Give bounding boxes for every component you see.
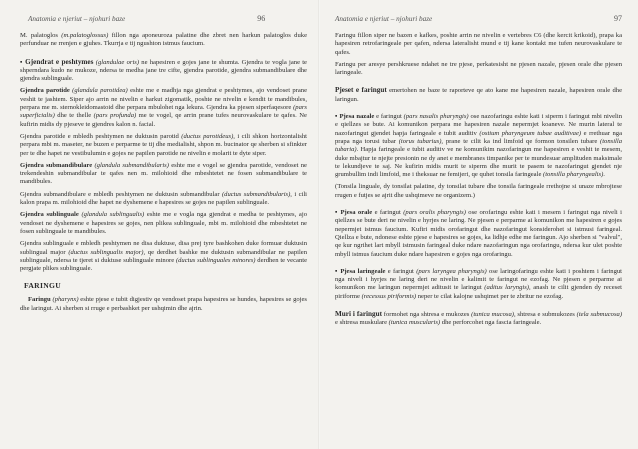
parotid-paragraph: Gjendra parotide (glandula parotidea) eshte me e madhja nga gjendrat e peshtymes, ajo vendoset prane veshit te jashtem. Siper ajo arrin ne nivelin e harkut zigomatik, poshte ne nivelin e kendit te mandibules, perpara me m. sternokleidomastoid dhe perpara mbulohet nga lekura. Gjendra ka pjesen siperfaqesore (pars superficialis) dhe te thelle (pars profunda) me te vogel, qe arrin prane tufes neurovaskulare te qafes. Ne kufirin midis dy pjeseve te gjendres kalon n. facial. xyxy=(20,87,308,128)
sublingual-duct-paragraph: Gjendra sublinguale e mbledh peshtymen ne disa duktuse, disa prej tyre bashkohen duke formuar duktusin sublingual major (ductus sublingualis major), qe derdhet bashke me duktusin submandibular ne papilen sublinguale, ndersa te tjeret si duktuse sublinguale minore (ductus sublinguales minores) derdhen te vecante pergjate plikes sublinguale. xyxy=(20,240,308,273)
palatoglos-paragraph: M. palatoglos (m.palatoglossus) fillon nga aponeuroza palatine dhe zbret nen harkun palatoglos duke perfunduar ne rrenjen e gjuhes. Tkurrja e tij ngushton istmus faucium. xyxy=(20,32,307,48)
tonsils-paragraph: (Tonsila linguale, dy tonsilat palatine, dy tonsilat tubare dhe tonsila faringeale rrethojne si unaze mbrojtese rrugen e futjes se ajrit dhe ushqimeve ne organizem.) xyxy=(335,183,622,199)
glands-paragraph: ▪ Gjendrat e peshtymes (glandulae oris) ne hapesiren e gojes jane te shumta. Gjendra te vogla jane te shperndara kudo ne mukoze, ndersa te medha jane tre cifte, gjendra parotide, gjendra submandibulare dhe gjendra sublinguale. xyxy=(20,57,307,83)
faringu-parts-paragraph: Faringu per aresye pershkruese ndahet ne tre pjese, perkatesisht ne pjesen nazale, pjesen orale dhe pjesen laringeale. xyxy=(335,60,622,77)
faringu-paragraph: Faringu (pharynx) eshte pjese e tubit digjestiv qe vendoset prapa hapesires se hundes, hapesires se gojes dhe laringut. Ai sherben si rruge e perbashket per ushqimin dhe ajrin. xyxy=(20,296,307,312)
right-page-number: 97 xyxy=(614,14,622,23)
left-header-title: Anatomia e njeriut – njohuri baze xyxy=(28,15,126,23)
right-header-title: Anatomia e njeriut – njohuri baze xyxy=(335,15,433,23)
submandibular-paragraph: Gjendra submandibulare (glandula submandibularis) eshte me e vogel se gjendra parotide, vendoset ne trekendeshin submandibular te qafes nen m. milohioid dhe mbeshtetet ne fosen submandibulare te mandibules. xyxy=(20,161,307,186)
bullet-icon: ▪ xyxy=(335,209,339,217)
faringu-intro-paragraph: Faringu fillon siper ne bazen e kafkes, poshte arrin ne nivelin e vertebres C6 (dhe kercit krikoid), prapa ka hapesiren retrofaringeale per qafen, ndersa lateralisht mund e tij kane kontakt me tufen neurovaskulare te qafes. xyxy=(335,32,622,56)
right-page xyxy=(319,0,638,449)
muri-paragraph: Muri i faringut formohet nga shtresa e mukozes (tunica mucosa), shtresa e submukozes (tela submucosa) e shtresa muskulare (tunica muscularis) dhe perforcohet nga fascia faringeale. xyxy=(335,310,623,327)
right-header xyxy=(335,14,622,23)
nazale-paragraph: ▪ Pjesa nazale e faringut (pars nasalis pharyngis) ose nazofaringu eshte kati i siperm i faringut mbi nivelin e qiellzes se bute. Ai komunikon perpara me hapesiren nazale nepermjet koaneve. Ne murin lateral te nazofaringut gjendet hapja faringeale e tubit auditiv (ostium pharyngeum tubae auditivae) e rrethuar nga prapa nga torusi tubar (torus tubarius), prane te cilit ka ind limfoid qe formon tonsilen tubare (tonsilla tubaria). Hapja faringeale e tubit auditiv ve ne komunikim nazofaringun me hapesiren e veshit te mesem, duke mbajtur te njejte presionin ne dy anet e membranes timpanike per te mundesuar amplituden maksimale te lekundjeve te saj. Ne kufirin midis murit te siperm dhe murit te pasem te nazofaringut gjendet nje grumbullim indi limfoid, me i theksuar ne femijeri, qe quhet tonsila faringeale (tonsilla pharyngealis). xyxy=(335,113,623,179)
section-title: FARINGU xyxy=(24,281,61,291)
bullet-icon: ▪ xyxy=(20,58,23,66)
orale-paragraph: ▪ Pjesa orale e faringut (pars oralis pharyngis) ose orofaringu eshte kati i mesem i faringut nga niveli i qiellzes se bute deri ne nivelin e hyrjes ne laring. Ne pjesen e perparme ai komunikon me hapesiren e gojes nepermjet istmus faucium. Kufiri midis orofaringut dhe nazofaringut konsiderohet si istmusi faringeal. Qiellza e bute, ndonese eshte pjese e hapesires se gojes, ka lidhje edhe me faringun. Ajo sherben si "valvul", qe kur ngrihet lart mbyll istmusin faringeal duke ndare nazofaringun nga orofaringu, ndersa kur ulet poshte mbyll istmus faucium duke ndare hapesiren e gojes nga orofaringu. xyxy=(335,209,622,258)
bullet-icon: ▪ xyxy=(335,267,338,275)
pjeset-paragraph: Pjeset e faringut emertohen ne baze te raporteve qe ato kane me hapesiren nazale, hapesiren orale dhe laringun. xyxy=(335,86,622,103)
laringeale-paragraph: ▪ Pjesa laringeale e faringut (pars laryngea pharyngis) ose laringofaringu eshte kati i poshtem i faringut nga niveli i hyrjes ne laring deri ne nivelin e kalimit te faringut ne ezofag. Ne pjesen e perparme ai komunikon me laringun nepermjet aditusit te laringut (aditus laryngis), anash te cilit gjenden dy receset piriforme (recessus piriformis) neper te cilat kalojne ushqimet per te zbritur ne ezofag. xyxy=(335,267,622,300)
left-header xyxy=(20,14,307,23)
parotid-duct-paragraph: Gjendra parotide e mbledh peshtymen ne duktusin parotid (ductus parotideus), i cili shkon horizontalisht perpara mbi m. maseter, ne buzen e perparme te tij dhe medialisht, shpon m. bucinator qe sherben si sfinkter per te dhe hapet ne vestibulumin e gojes ne papilen parotide ne nivelin e molarit te dyte siper. xyxy=(20,132,307,157)
sublingual-paragraph: Gjendra sublinguale (glandula sublingualis) eshte me e vogla nga gjendrat e medha te peshtymes, ajo vendoset ne dyshemene e hapesires se gojes, nen plikea sublinguale, mbi m. milohioid dhe mbeshtetet ne fosen sublinguale te mandibules. xyxy=(20,211,307,235)
bullet-icon: ▪ xyxy=(335,113,338,121)
submandibular-duct-paragraph: Gjendra submandibulare e mbledh peshtymen ne duktusin submandibular (ductus submandibularis), i cili kalon prapa m. milohioid dhe hapet ne dyshemene e hapesires se gojes ne papilen sublinguale. xyxy=(20,190,307,207)
left-page-number: 96 xyxy=(257,14,266,23)
